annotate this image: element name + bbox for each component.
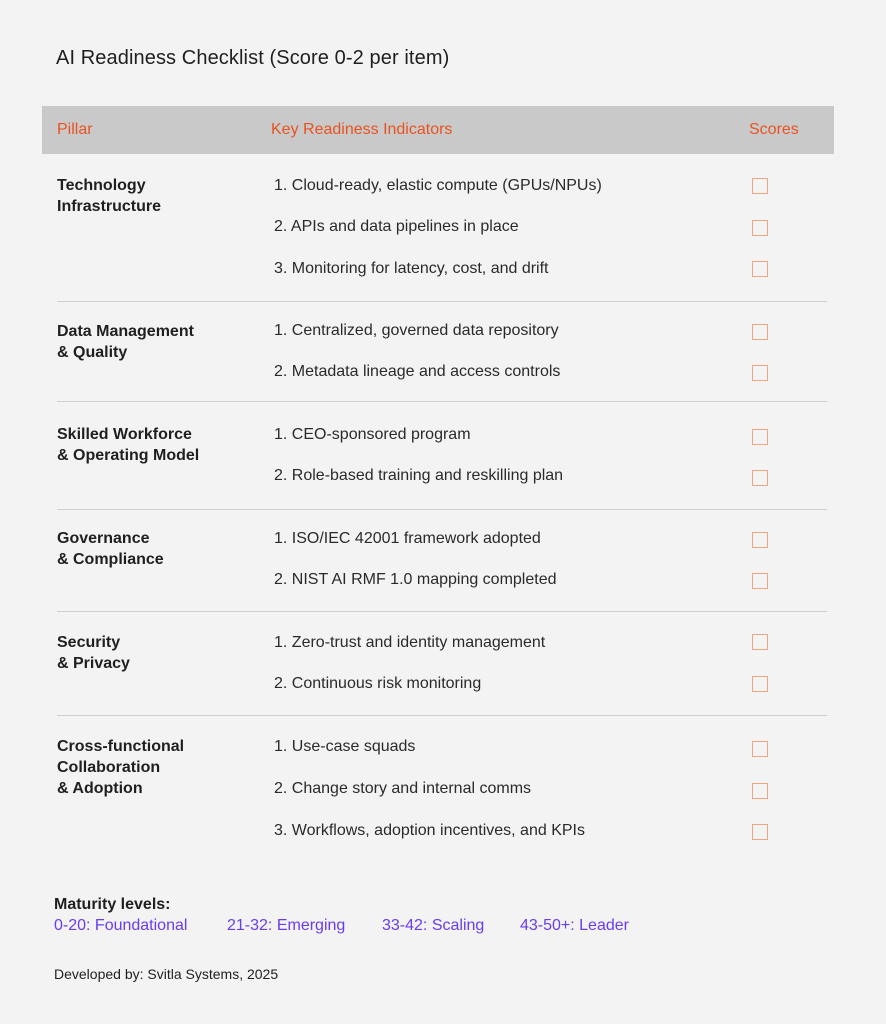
maturity-level-scaling: 33-42: Scaling bbox=[382, 917, 485, 934]
section-security bbox=[57, 612, 827, 716]
indicator-item: 2. NIST AI RMF 1.0 mapping completed bbox=[274, 571, 557, 588]
pillar-name: Governance & Compliance bbox=[57, 530, 164, 568]
section-governance bbox=[57, 510, 827, 612]
maturity-level-emerging: 21-32: Emerging bbox=[227, 917, 346, 934]
indicator-item: 1. Zero-trust and identity management bbox=[274, 634, 546, 651]
score-checkbox[interactable] bbox=[752, 676, 768, 692]
indicator-item: 1. Cloud-ready, elastic compute (GPUs/NPUs) bbox=[274, 177, 602, 194]
score-checkbox[interactable] bbox=[752, 365, 768, 381]
indicator-item: 2. Metadata lineage and access controls bbox=[274, 363, 561, 380]
score-checkbox[interactable] bbox=[752, 573, 768, 589]
header-pillar: Pillar bbox=[57, 121, 93, 138]
score-checkbox[interactable] bbox=[752, 532, 768, 548]
maturity-levels-label: Maturity levels: bbox=[54, 896, 171, 913]
indicator-item: 2. Continuous risk monitoring bbox=[274, 675, 482, 692]
header-scores: Scores bbox=[749, 121, 799, 138]
indicator-item: 3. Workflows, adoption incentives, and KPIs bbox=[274, 822, 585, 839]
pillar-name: Technology Infrastructure bbox=[57, 177, 162, 215]
pillar-name: Data Management & Quality bbox=[57, 323, 194, 361]
indicator-item: 2. Role-based training and reskilling plan bbox=[274, 467, 564, 484]
indicator-item: 3. Monitoring for latency, cost, and drift bbox=[274, 260, 549, 277]
score-checkbox[interactable] bbox=[752, 178, 768, 194]
maturity-level-leader: 43-50+: Leader bbox=[520, 917, 629, 934]
score-checkbox[interactable] bbox=[752, 429, 768, 445]
indicator-item: 1. CEO-sponsored program bbox=[274, 426, 471, 443]
footer-credit: Developed by: Svitla Systems, 2025 bbox=[54, 966, 279, 982]
section-skilled-workforce bbox=[57, 402, 827, 510]
pillar-name: Security & Privacy bbox=[57, 634, 130, 672]
score-checkbox[interactable] bbox=[752, 824, 768, 840]
indicator-item: 2. APIs and data pipelines in place bbox=[274, 218, 519, 235]
score-checkbox[interactable] bbox=[752, 220, 768, 236]
score-checkbox[interactable] bbox=[752, 324, 768, 340]
indicator-item: 1. ISO/IEC 42001 framework adopted bbox=[274, 530, 541, 547]
indicator-item: 1. Use-case squads bbox=[274, 738, 416, 755]
pillar-name: Cross-functional Collaboration & Adoption bbox=[57, 738, 185, 797]
section-technology-infrastructure bbox=[57, 154, 827, 302]
maturity-level-foundational: 0-20: Foundational bbox=[54, 917, 188, 934]
score-checkbox[interactable] bbox=[752, 783, 768, 799]
page-title: AI Readiness Checklist (Score 0-2 per item) bbox=[56, 47, 450, 69]
score-checkbox[interactable] bbox=[752, 261, 768, 277]
pillar-name: Skilled Workforce & Operating Model bbox=[57, 426, 200, 464]
indicator-item: 1. Centralized, governed data repository bbox=[274, 322, 559, 339]
score-checkbox[interactable] bbox=[752, 470, 768, 486]
table-header bbox=[42, 106, 834, 154]
header-indicators: Key Readiness Indicators bbox=[271, 121, 453, 138]
score-checkbox[interactable] bbox=[752, 634, 768, 650]
indicator-item: 2. Change story and internal comms bbox=[274, 780, 532, 797]
score-checkbox[interactable] bbox=[752, 741, 768, 757]
section-data-management bbox=[57, 302, 827, 402]
section-cross-functional bbox=[57, 716, 827, 856]
